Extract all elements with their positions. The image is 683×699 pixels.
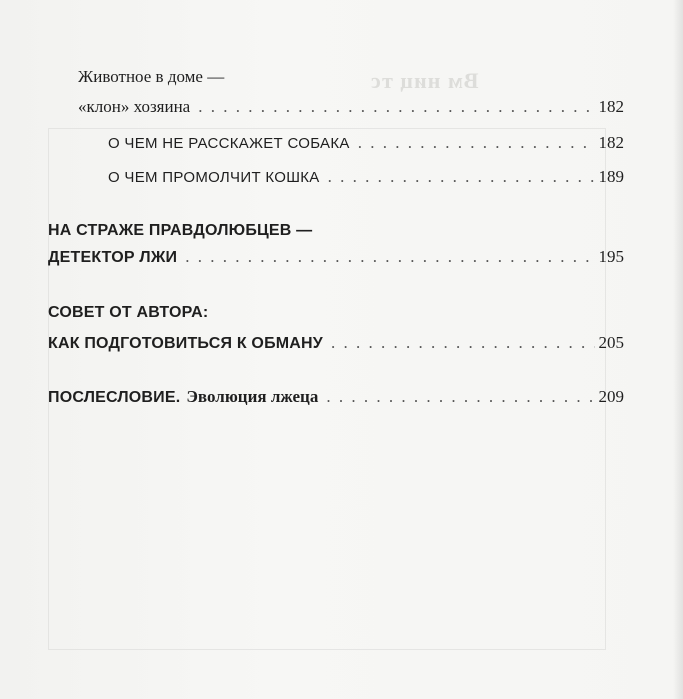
toc-subentry-title: О ЧЕМ НЕ РАССКАЖЕТ СОБАКА bbox=[108, 135, 350, 152]
toc-subentry-dog bbox=[108, 132, 624, 155]
toc-subentry-cat bbox=[108, 166, 624, 189]
page-number: 205 bbox=[598, 333, 624, 352]
toc-entry-title-rest: Эволюция лжеца bbox=[186, 387, 319, 406]
toc-entry-author-advice-line2 bbox=[48, 332, 624, 355]
dot-leader bbox=[328, 166, 595, 188]
toc-entry-animal-line1 bbox=[78, 66, 624, 88]
dot-leader bbox=[326, 386, 594, 408]
dot-leader bbox=[198, 96, 594, 118]
toc-entry-title: КАК ПОДГОТОВИТЬСЯ К ОБМАНУ bbox=[48, 335, 323, 352]
toc-entry-author-advice-line1 bbox=[48, 302, 624, 324]
dot-leader bbox=[331, 332, 595, 354]
toc-subentry-title: О ЧЕМ ПРОМОЛЧИТ КОШКА bbox=[108, 169, 320, 186]
dot-leader bbox=[185, 246, 594, 268]
toc-entry-title: НА СТРАЖЕ ПРАВДОЛЮБЦЕВ — bbox=[48, 222, 313, 239]
page-number: 182 bbox=[598, 97, 624, 116]
toc-entry-lie-detector-line2 bbox=[48, 246, 624, 269]
dot-leader bbox=[358, 132, 595, 154]
toc-entry-animal-line2 bbox=[78, 96, 624, 118]
toc-entry-title: СОВЕТ ОТ АВТОРА: bbox=[48, 304, 209, 321]
page-number: 182 bbox=[598, 133, 624, 152]
toc-entry-title: Животное в доме — bbox=[78, 67, 225, 86]
page-number: 209 bbox=[598, 387, 624, 406]
page-edge-shadow bbox=[673, 0, 683, 699]
toc-entry-title: ДЕТЕКТОР ЛЖИ bbox=[48, 249, 178, 266]
toc-entry-lie-detector-line1 bbox=[48, 220, 624, 242]
toc-entry-title-bold: ПОСЛЕСЛОВИЕ. bbox=[48, 389, 181, 406]
page-number: 189 bbox=[598, 167, 624, 186]
toc-entry-title: «клон» хозяина bbox=[78, 97, 191, 116]
toc-entry-afterword bbox=[48, 386, 624, 409]
page-number: 195 bbox=[598, 247, 624, 266]
show-through-text: Вм ниц тс bbox=[370, 68, 479, 93]
